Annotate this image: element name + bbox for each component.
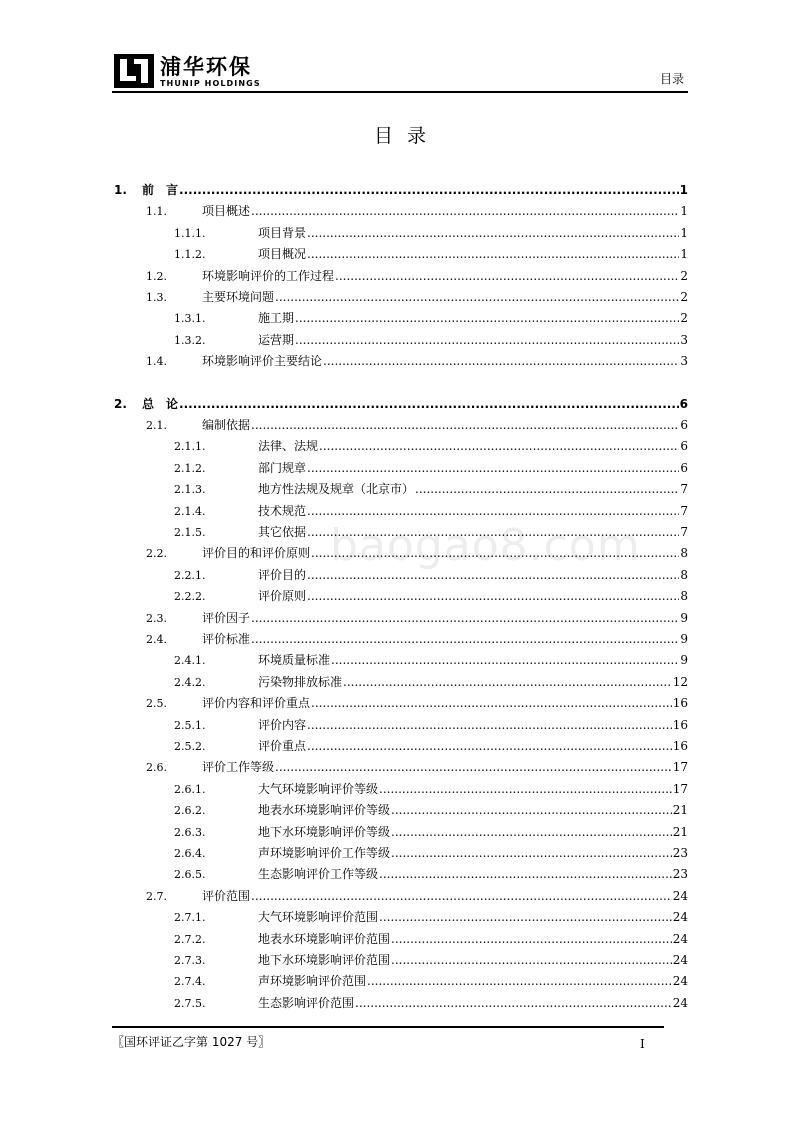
toc-entry-number: 2.7.5. [174,996,206,1010]
toc-entry-page: 7 [680,525,688,539]
toc-entry[interactable] [112,330,688,350]
toc-dot-leader [307,522,679,542]
toc-dot-leader [379,864,672,884]
toc-entry-number: 2.7.1. [174,911,206,925]
toc-entry-page: 24 [672,931,688,946]
toc-entry-number: 2.1.3. [174,483,206,497]
toc-entry[interactable] [112,394,688,414]
toc-entry-title: 施工期 [258,311,295,326]
toc-entry-title: 评价因子 [202,610,251,625]
toc-entry-title: 主要环境问题 [202,290,275,304]
toc-entry[interactable] [112,971,688,991]
toc-entry-title: 地下水环境影响评价范围 [258,953,391,967]
toc-entry-title: 项目背景 [258,225,307,240]
toc-dot-leader [251,608,679,628]
toc-entry-number: 2.7.2. [174,932,206,946]
toc-entry-number: 1.3.1. [174,312,206,326]
toc-entry-number: 1.3. [146,291,167,304]
toc-dot-leader [319,436,679,456]
toc-entry-number: 1.1.2. [174,248,206,262]
toc-entry-page: 7 [680,503,688,518]
toc-entry-title: 大气环境影响评价范围 [258,910,379,925]
toc-entry-page: 24 [672,910,688,925]
toc-entry-page: 23 [672,867,688,882]
toc-entry-title: 环境影响评价主要结论 [202,354,323,369]
toc-entry-title: 评价目的和评价原则 [202,546,311,561]
toc-dot-leader [251,629,679,649]
toc-entry[interactable] [112,629,688,649]
toc-entry[interactable] [112,543,688,563]
toc-entry-page: 6 [679,396,688,411]
toc-entry[interactable] [112,201,688,221]
toc-entry-page: 1 [680,247,688,262]
toc-entry-page: 2 [680,311,688,326]
toc-entry-page: 8 [680,546,688,561]
toc-entry[interactable] [112,501,688,521]
toc-entry-title: 评价范围 [202,888,251,903]
toc-entry-page: 9 [680,610,688,625]
toc-entry-title: 地方性法规及规章（北京市） [258,482,415,497]
toc-entry-title: 项目概述 [202,204,251,219]
toc-dot-leader [295,308,679,328]
toc-entry-page: 17 [672,760,688,775]
toc-dot-leader [307,586,679,606]
company-name-en: THUNIP HOLDINGS [160,79,261,88]
toc-entry[interactable] [112,907,688,927]
toc-entry-page: 24 [672,888,688,903]
toc-entry-number: 1.2. [146,269,167,283]
toc-dot-leader [251,415,679,435]
toc-entry[interactable] [112,415,688,435]
toc-entry-title: 评价工作等级 [202,760,275,775]
toc-entry-number: 1.4. [146,355,167,369]
toc-entry-page: 8 [680,567,688,582]
toc-entry-page: 12 [672,674,688,689]
toc-dot-leader [275,287,679,307]
toc-entry-page: 1 [680,225,688,240]
toc-entry-number: 2.4.1. [174,654,206,668]
toc-entry-number: 1.3.2. [174,333,206,347]
toc-dot-leader [311,693,672,713]
toc-entry-title: 评价标准 [202,632,251,646]
toc-entry[interactable] [112,180,688,200]
toc-dot-leader [307,736,672,756]
toc-dot-leader [307,715,672,735]
thunip-logo-icon [114,54,154,88]
toc-entry-page: 6 [680,439,688,454]
toc-entry-page: 6 [680,418,688,432]
toc-entry[interactable] [112,458,688,478]
toc-entry-title: 项目概况 [258,247,307,262]
toc-entry-title: 生态影响评价范围 [258,995,355,1010]
toc-entry-number: 1.1. [146,205,167,219]
toc-entry-title: 运营期 [258,332,295,347]
page-title: 目录 [373,125,440,147]
toc-dot-leader [355,993,672,1013]
toc-dot-leader [415,479,679,499]
toc-entry[interactable] [112,565,688,585]
toc-entry-title: 评价重点 [258,739,307,753]
toc-entry-number: 2.2. [146,547,167,561]
toc-entry[interactable] [112,351,688,371]
toc-entry-page: 2 [680,290,688,304]
toc-dot-leader [311,543,679,563]
toc-dot-leader [379,907,672,927]
toc-dot-leader [343,672,672,692]
toc-entry-page: 9 [680,632,688,646]
toc-entry[interactable] [112,672,688,692]
toc-entry-title: 部门规章 [258,460,307,475]
toc-dot-leader [307,244,679,264]
toc-entry-page: 21 [672,824,688,839]
toc-entry-title: 大气环境影响评价等级 [258,781,379,796]
toc-dot-leader [391,843,672,863]
toc-entry[interactable] [112,715,688,735]
toc-entry-title: 评价内容 [258,717,307,732]
toc-entry-page: 2 [680,268,688,283]
toc-dot-leader [275,757,672,777]
toc-entry-title: 技术规范 [258,503,307,518]
toc-entry[interactable] [112,864,688,884]
toc-entry[interactable] [112,886,688,906]
toc-entry-page: 7 [680,482,688,497]
toc-entry[interactable] [112,757,688,777]
toc-entry-title: 法律、法规 [258,439,319,454]
toc-entry-number: 2.4. [146,633,167,646]
toc-entry-number: 2.4.2. [174,675,206,689]
toc-entry-number: 2.6.2. [174,804,206,818]
toc-dot-leader [307,223,679,243]
toc-entry-number: 2.6.3. [174,825,206,839]
toc-entry-title: 地表水环境影响评价等级 [258,803,391,818]
toc-entry[interactable] [112,266,688,286]
toc-entry-number: 2.5. [146,697,167,711]
toc-entry-number: 1.1.1. [174,226,206,240]
toc-entry[interactable] [112,736,688,756]
toc-entry[interactable] [112,287,688,307]
toc-entry[interactable] [112,522,688,542]
toc-dot-leader [391,822,672,842]
toc-entry-number: 2.6.4. [174,847,206,860]
toc-entry-number: 2.6. [146,761,167,775]
toc-entry-page: 1 [680,204,688,219]
toc-dot-leader [179,394,679,414]
toc-dot-leader [307,501,679,521]
header-section-label: 目录 [659,72,684,86]
toc-dot-leader [367,971,672,991]
toc-dot-leader [307,565,679,585]
toc-entry-title: 环境影响评价的工作过程 [202,268,335,283]
toc-dot-leader [295,330,679,350]
toc-entry-title: 地表水环境影响评价范围 [258,931,391,946]
watermark: baogao8.com [330,520,641,571]
toc-entry[interactable] [112,586,688,606]
toc-entry-number: 1. [114,183,127,197]
toc-entry-number: 2.1.4. [174,504,206,518]
toc-entry-title: 编制依据 [202,418,251,432]
toc-entry[interactable] [112,822,688,842]
toc-entry-number: 2.1. [146,419,167,432]
toc-dot-leader [323,351,679,371]
toc-entry[interactable] [112,929,688,949]
toc-entry-title: 生态影响评价工作等级 [258,867,379,882]
toc-entry[interactable] [112,608,688,628]
toc-entry-number: 2.1.5. [174,526,206,539]
toc-entry-number: 2.1.2. [174,461,206,475]
toc-entry-number: 2.7.4. [174,975,206,989]
toc-dot-leader [391,950,672,970]
toc-entry-page: 16 [672,717,688,732]
toc-entry-number: 2.6.5. [174,868,206,882]
toc-entry-title: 污染物排放标准 [258,674,343,689]
toc-entry-number: 2. [114,396,127,411]
toc-entry[interactable] [112,843,688,863]
toc-entry-number: 2.5.2. [174,740,206,753]
toc-dot-leader [391,929,672,949]
toc-entry[interactable] [112,436,688,456]
toc-entry-number: 2.7. [146,889,167,903]
toc-entry-page: 1 [679,183,688,197]
toc-entry-title: 总论 [142,396,191,411]
toc-dot-leader [391,800,672,820]
toc-entry-page: 23 [672,846,688,860]
toc-entry-page: 24 [672,953,688,967]
toc-entry-number: 2.7.3. [174,954,206,967]
toc-dot-leader [251,201,679,221]
toc-dot-leader [179,180,679,200]
toc-entry-number: 2.5.1. [174,718,206,732]
toc-entry-page: 17 [672,781,688,796]
toc-entry[interactable] [112,950,688,970]
footer-certificate: 〖国环评证乙字第 1027 号〗 [112,1035,271,1049]
toc-entry-page: 16 [672,739,688,753]
toc-dot-leader [335,266,679,286]
toc-entry[interactable] [112,693,688,713]
toc-entry-title: 前言 [142,183,191,197]
toc-entry-number: 2.1.1. [174,440,206,454]
toc-entry-page: 21 [672,803,688,818]
toc-entry-page: 8 [680,589,688,604]
toc-entry-page: 3 [680,354,688,369]
toc-entry-number: 2.3. [146,611,167,625]
footer-page-number: I [640,1037,645,1051]
toc-entry-page: 6 [680,460,688,475]
toc-entry[interactable] [112,650,688,670]
toc-dot-leader [251,886,672,906]
toc-entry[interactable] [112,993,688,1013]
toc-entry-number: 2.2.1. [174,568,206,582]
toc-dot-leader [331,650,679,670]
toc-entry-title: 声环境影响评价范围 [258,974,367,989]
toc-entry[interactable] [112,779,688,799]
toc-entry-title: 声环境影响评价工作等级 [258,846,391,860]
toc-entry-page: 9 [680,653,688,668]
toc-entry-title: 评价内容和评价重点 [202,696,311,711]
company-name-cn: 浦华环保 [160,55,252,79]
toc-entry[interactable] [112,244,688,264]
toc-entry-number: 2.2.2. [174,590,206,604]
toc-entry-number: 2.6.1. [174,782,206,796]
toc-entry-page: 24 [672,995,688,1010]
toc-entry-title: 环境质量标准 [258,653,331,668]
toc-dot-leader [379,779,672,799]
toc-entry-page: 24 [672,974,688,989]
toc-entry-title: 评价目的 [258,567,307,582]
toc-entry[interactable] [112,479,688,499]
toc-entry-page: 3 [680,332,688,347]
toc-entry-page: 16 [672,696,688,711]
toc-entry-title: 评价原则 [258,589,307,604]
toc-entry[interactable] [112,223,688,243]
header-divider [112,91,688,93]
toc-entry[interactable] [112,308,688,328]
footer-divider [112,1026,664,1028]
toc-dot-leader [307,458,679,478]
toc-entry[interactable] [112,800,688,820]
toc-entry-title: 地下水环境影响评价等级 [258,824,391,839]
toc-entry-title: 其它依据 [258,525,307,539]
